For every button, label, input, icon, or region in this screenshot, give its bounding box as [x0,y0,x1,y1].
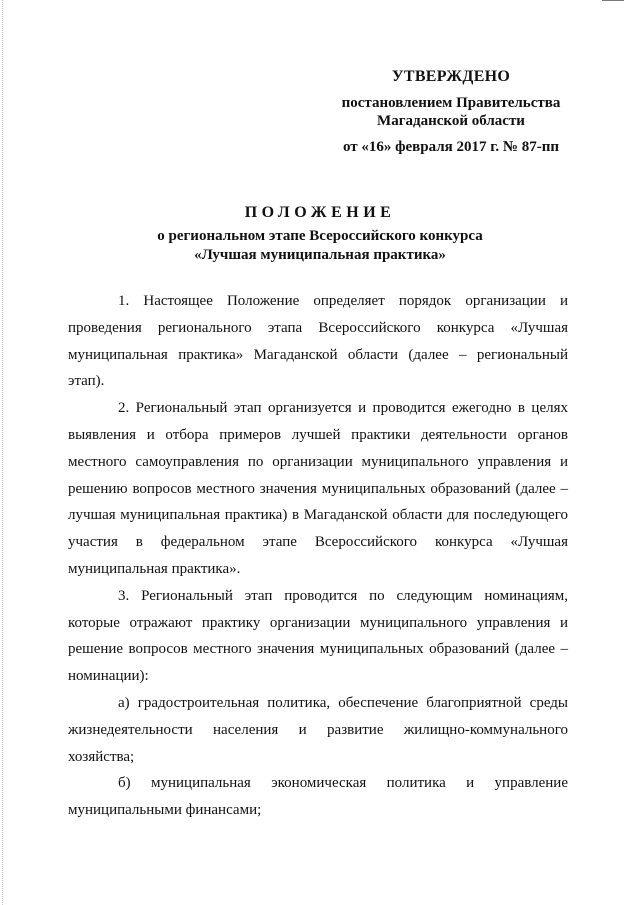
document-title-block [60,203,580,265]
paragraph-3: 3. Региональный этап проводится по следующим номинациям, которые отражают практику организации муниципального управления и решение вопросов местного значения муниципальных образований (далее – номинации): [68,587,568,685]
approval-line-1: постановлением Правительства [341,95,561,111]
approval-heading: УТВЕРЖДЕНО [391,68,511,85]
paragraph-2: 2. Региональный этап организуется и проводится ежегодно в целях выявления и отбора примеров лучшей практики деятельности органов местного самоуправления по организации муниципального управления и решению вопросов местного значения муниципальных образований (далее – лучшая муниципальная практика) в Магаданской области для последующего участия в федеральном этапе Всероссийского конкурса «Лучшая муниципальная практика». [68,400,568,577]
scan-top-mark [602,0,624,1]
approval-date: от «16» февраля 2017 г. № 87-пп [342,139,560,155]
document-body [68,288,568,824]
document-subtitle-line-1: о региональном этапе Всероссийского конкурса [157,228,483,244]
approval-line-2: Магаданской области [377,113,525,129]
document-subtitle-line-2: «Лучшая муниципальная практика» [194,247,446,263]
scan-left-edge [2,0,6,905]
document-title: ПОЛОЖЕНИЕ [244,204,396,221]
nomination-item-b: б) муниципальная экономическая политика и управление муниципальными финансами; [68,775,568,819]
paragraph-1: 1. Настоящее Положение определяет порядок организации и проведения регионального этапа Всероссийского конкурса «Лучшая муниципальная практика» Магаданской области (далее – региональный этап). [68,293,568,390]
nomination-item-a: а) градостроительная политика, обеспечение благоприятной среды жизнедеятельности населения и развитие жилищно-коммунального хозяйства; [68,694,568,765]
approval-stamp [326,68,576,156]
